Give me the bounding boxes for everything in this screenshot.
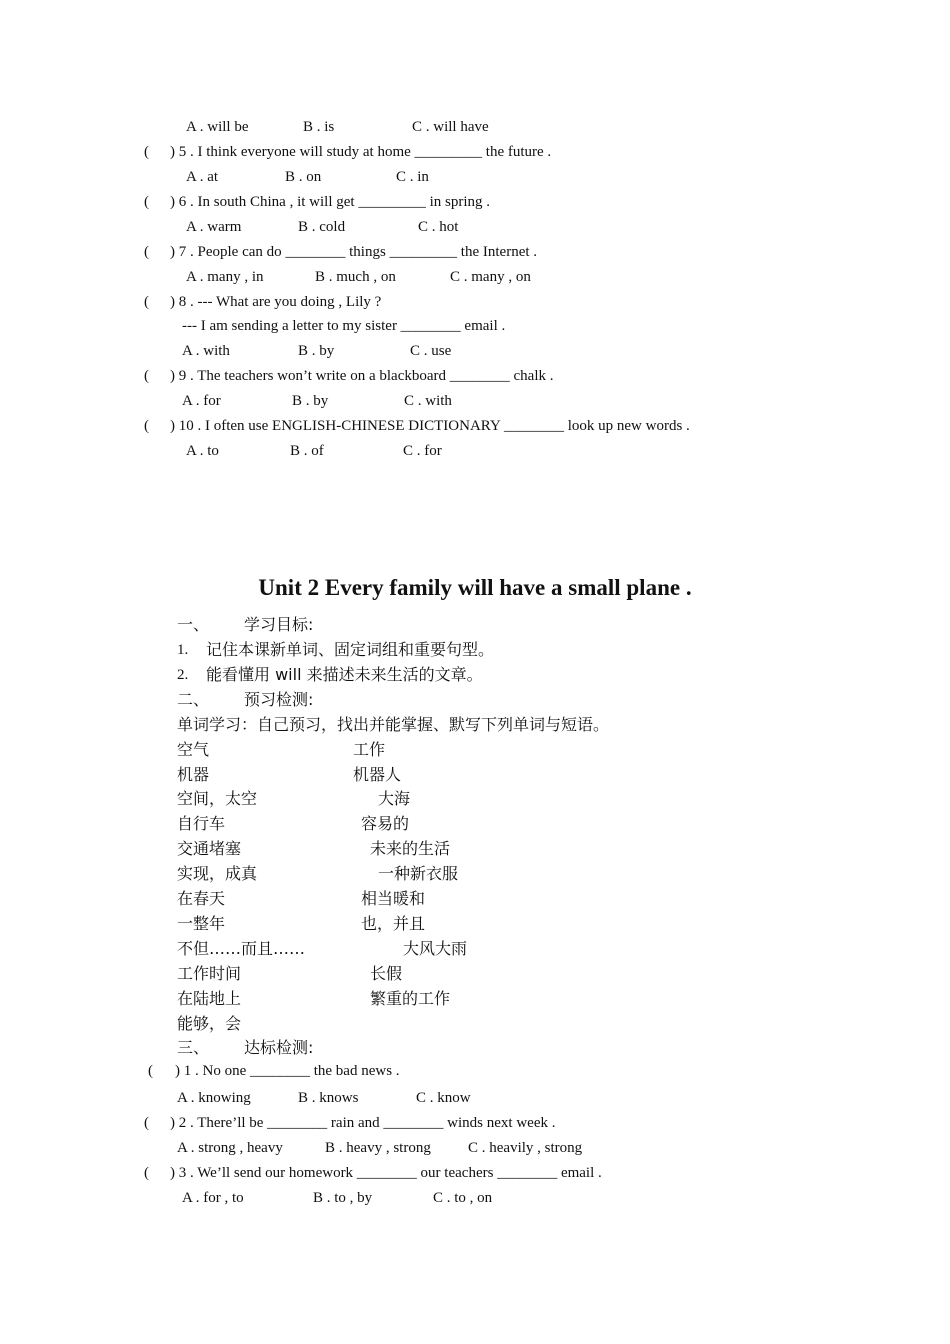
instruction-text: 单词学习：自己预习，找出并能掌握、默写下列单词与短语。 bbox=[177, 715, 610, 734]
answer-paren[interactable]: ( bbox=[144, 144, 149, 160]
question-text: ) 10 . I often use ENGLISH-CHINESE DICTIONARY ________ look up new words . bbox=[170, 418, 690, 434]
vocab-item: 工作 bbox=[353, 740, 386, 759]
question-text-reply: --- I am sending a letter to my sister ________ email . bbox=[182, 318, 506, 334]
vocab-item: 机器人 bbox=[353, 765, 402, 784]
question-text: ) 8 . --- What are you doing , Lily ? bbox=[170, 294, 382, 310]
vocab-item: 未来的生活 bbox=[370, 839, 451, 858]
section-heading: 学习目标: bbox=[244, 615, 314, 634]
goal-text: 能看懂用 will 来描述未来生活的文章。 bbox=[206, 665, 483, 684]
answer-paren[interactable]: ( bbox=[144, 294, 149, 310]
option-c[interactable]: C . hot bbox=[418, 219, 459, 235]
vocab-item: 相当暖和 bbox=[361, 889, 426, 908]
option-c[interactable]: C . know bbox=[416, 1090, 471, 1106]
section-heading: 预习检测: bbox=[244, 690, 314, 709]
option-a[interactable]: A . many , in bbox=[186, 269, 264, 285]
section-number: 一、 bbox=[177, 615, 210, 634]
section-number: 三、 bbox=[177, 1038, 210, 1057]
unit-title: Unit 2 Every family will have a small plane . bbox=[258, 575, 692, 600]
q4-option-c[interactable]: C . will have bbox=[412, 119, 489, 135]
option-b[interactable]: B . cold bbox=[298, 219, 346, 235]
option-a[interactable]: A . warm bbox=[186, 219, 242, 235]
vocab-item: 不但……而且…… bbox=[177, 939, 306, 958]
question-text: ) 3 . We’ll send our homework ________ our teachers ________ email . bbox=[170, 1165, 602, 1181]
question-text: ) 9 . The teachers won’t write on a blackboard ________ chalk . bbox=[170, 368, 554, 384]
vocab-item: 一整年 bbox=[177, 914, 226, 933]
answer-paren[interactable]: ( bbox=[144, 244, 149, 260]
vocab-item: 也，并且 bbox=[361, 914, 426, 933]
vocab-item: 实现，成真 bbox=[177, 864, 258, 883]
vocab-item: 自行车 bbox=[177, 814, 226, 833]
q4-option-a[interactable]: A . will be bbox=[186, 119, 249, 135]
option-a[interactable]: A . knowing bbox=[177, 1090, 251, 1106]
vocab-item: 能够，会 bbox=[177, 1014, 242, 1033]
question-text: ) 7 . People can do ________ things _________ the Internet . bbox=[170, 244, 538, 260]
option-a[interactable]: A . with bbox=[182, 343, 230, 359]
q4-option-b[interactable]: B . is bbox=[303, 119, 335, 135]
option-a[interactable]: A . for bbox=[182, 393, 221, 409]
answer-paren[interactable]: ( bbox=[148, 1063, 153, 1079]
answer-paren[interactable]: ( bbox=[144, 194, 149, 210]
answer-paren[interactable]: ( bbox=[144, 418, 149, 434]
question-text: ) 2 . There’ll be ________ rain and ________ winds next week . bbox=[170, 1115, 556, 1131]
goal-text: 记住本课新单词、固定词组和重要句型。 bbox=[206, 640, 495, 659]
vocab-item: 机器 bbox=[177, 765, 210, 784]
vocab-item: 空间，太空 bbox=[177, 789, 258, 808]
vocab-item: 工作时间 bbox=[177, 964, 242, 983]
section-heading: 达标检测: bbox=[244, 1038, 314, 1057]
vocab-item: 繁重的工作 bbox=[370, 989, 451, 1008]
question-text: ) 5 . I think everyone will study at home _________ the future . bbox=[170, 144, 552, 160]
option-a[interactable]: A . for , to bbox=[182, 1190, 244, 1206]
vocab-item: 大风大雨 bbox=[403, 939, 468, 958]
option-b[interactable]: B . knows bbox=[298, 1090, 359, 1106]
vocab-item: 在春天 bbox=[177, 889, 226, 908]
option-b[interactable]: B . by bbox=[298, 343, 335, 359]
vocab-item: 空气 bbox=[177, 740, 210, 759]
option-a[interactable]: A . to bbox=[186, 443, 219, 459]
option-b[interactable]: B . on bbox=[285, 169, 322, 185]
option-c[interactable]: C . many , on bbox=[450, 269, 531, 285]
question-text: ) 1 . No one ________ the bad news . bbox=[175, 1063, 400, 1079]
option-a[interactable]: A . strong , heavy bbox=[177, 1140, 283, 1156]
option-c[interactable]: C . to , on bbox=[433, 1190, 493, 1206]
goal-number: 2. bbox=[177, 667, 189, 683]
option-b[interactable]: B . much , on bbox=[315, 269, 396, 285]
option-b[interactable]: B . to , by bbox=[313, 1190, 373, 1206]
option-c[interactable]: C . in bbox=[396, 169, 429, 185]
answer-paren[interactable]: ( bbox=[144, 1165, 149, 1181]
vocab-item: 容易的 bbox=[361, 814, 410, 833]
goal-number: 1. bbox=[177, 642, 189, 658]
answer-paren[interactable]: ( bbox=[144, 1115, 149, 1131]
section-number: 二、 bbox=[177, 690, 210, 709]
vocab-item: 大海 bbox=[378, 789, 411, 808]
option-c[interactable]: C . for bbox=[403, 443, 442, 459]
option-b[interactable]: B . by bbox=[292, 393, 329, 409]
vocab-item: 长假 bbox=[370, 964, 403, 983]
vocab-item: 一种新衣服 bbox=[378, 864, 459, 883]
vocab-item: 在陆地上 bbox=[177, 989, 242, 1008]
question-text: ) 6 . In south China , it will get _________ in spring . bbox=[170, 194, 490, 210]
option-b[interactable]: B . heavy , strong bbox=[325, 1140, 431, 1156]
option-c[interactable]: C . use bbox=[410, 343, 452, 359]
option-c[interactable]: C . heavily , strong bbox=[468, 1140, 583, 1156]
answer-paren[interactable]: ( bbox=[144, 368, 149, 384]
option-b[interactable]: B . of bbox=[290, 443, 324, 459]
vocab-item: 交通堵塞 bbox=[177, 839, 242, 858]
option-a[interactable]: A . at bbox=[186, 169, 219, 185]
option-c[interactable]: C . with bbox=[404, 393, 452, 409]
